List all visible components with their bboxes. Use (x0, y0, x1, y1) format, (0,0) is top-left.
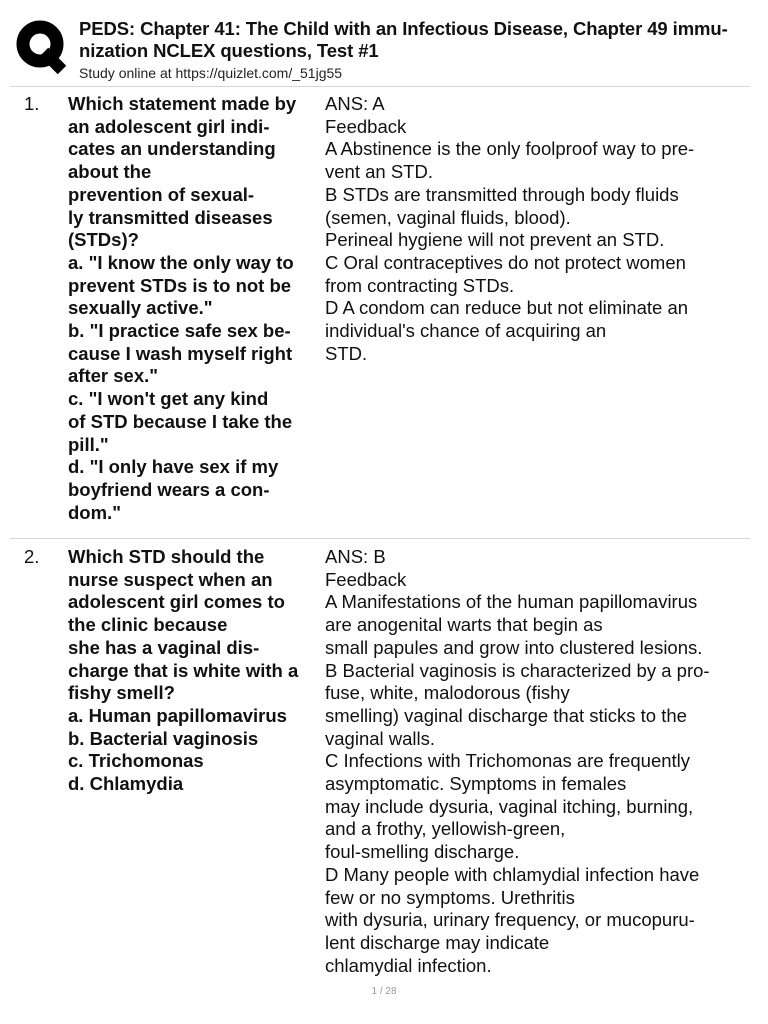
question-number: 1. (24, 93, 40, 114)
document-title (79, 18, 768, 62)
question-text: Which statement made by an adolescent girl indi- cates an understanding about the prevention of sexual- ly transmitted diseases (STDs)? a. "I know the only way to prevent STDs is to not be sexually active." b. "I practice safe sex be- cause I wash myself right after sex." c. "I won't get any kind of STD because I take the pill." d. "I only have sex if my boyfriend wears a con- dom." (68, 93, 297, 523)
answer-feedback: ANS: A Feedback A Abstinence is the only foolproof way to pre- vent an STD. B STDs are transmitted through body fluids (semen, vaginal fluids, blood). Perineal hygiene will not prevent an STD. C Oral contraceptives do not protect women from contracting STDs. D A condom can reduce but not eliminate an individual's chance of acquiring an STD. (325, 93, 695, 364)
quizlet-q-logo (14, 18, 72, 76)
title-line-1: PEDS: Chapter 41: The Child with an Infectious Disease, Chapter 49 immu- (79, 18, 728, 39)
question-number: 2. (24, 546, 40, 567)
page-header (0, 0, 768, 86)
title-line-2: nization NCLEX questions, Test #1 (79, 40, 379, 61)
question-text: Which STD should the nurse suspect when an adolescent girl comes to the clinic because she has a vaginal dis- charge that is white with a fishy smell? a. Human papillomavirus b. Bacterial vaginosis c. Trichomonas d. Chlamydia (68, 546, 299, 795)
divider (10, 86, 750, 87)
page-number: 1 / 28 (371, 986, 397, 997)
divider (10, 538, 750, 539)
answer-feedback: ANS: B Feedback A Manifestations of the human papillomavirus are anogenital warts that begin as small papules and grow into clustered lesions. B Bacterial vaginosis is characterized by a pro- fuse, white, malodorous (fishy smelling) vaginal discharge that sticks to the vaginal walls. C Infections with Trichomonas are frequently asymptomatic. Symptoms in females may include dysuria, vaginal itching, burning, and a frothy, yellowish-green, foul-smelling discharge. D Many people with chlamydial infection have few or no symptoms. Urethritis with dysuria, urinary frequency, or mucopuru- lent discharge may indicate chlamydial infection. (325, 546, 710, 976)
study-online-link[interactable]: Study online at https://quizlet.com/_51jg55 (79, 65, 343, 81)
